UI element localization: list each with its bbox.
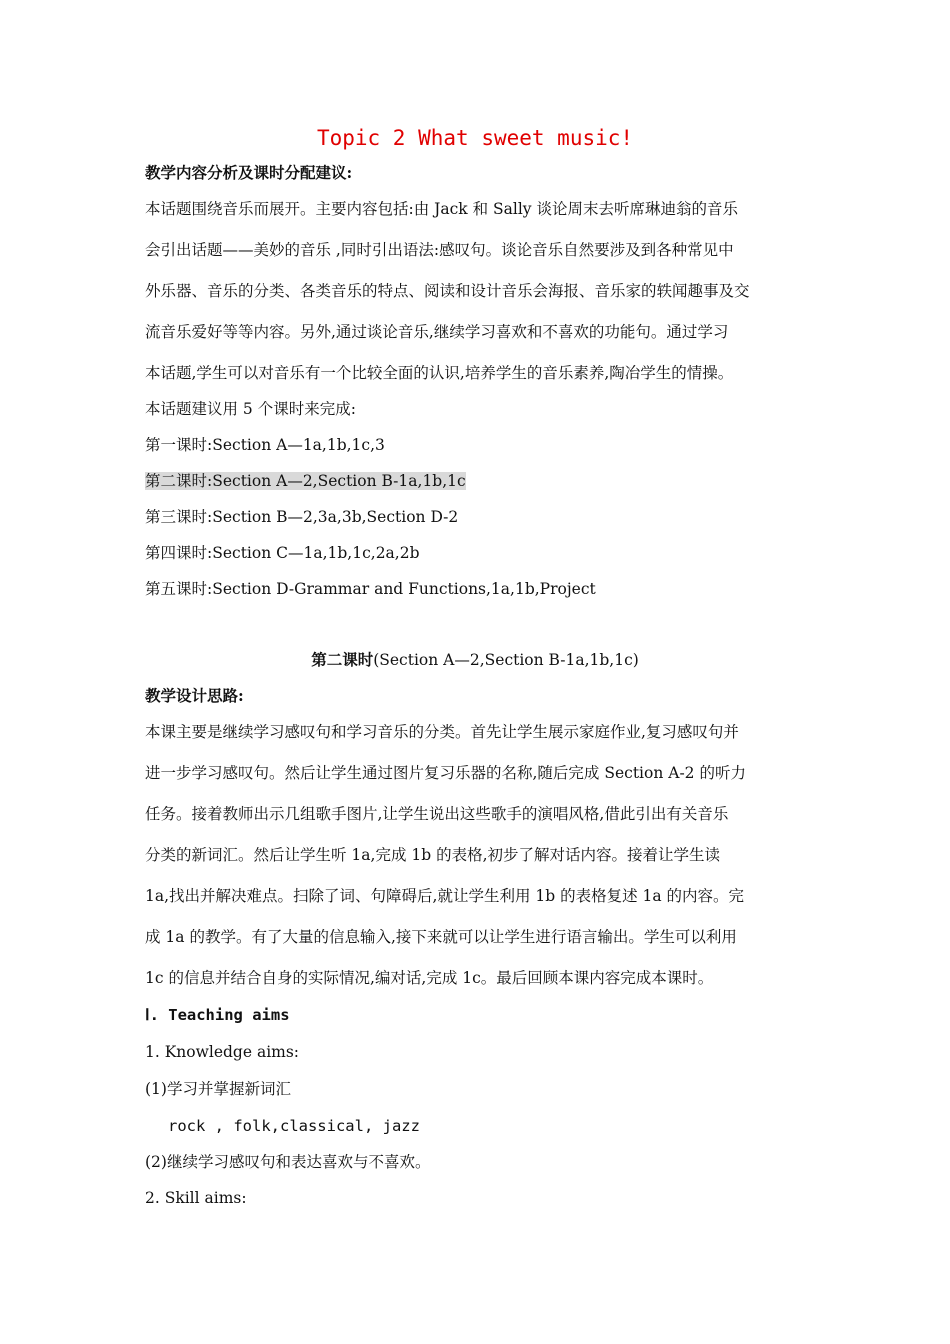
highlight: 第二课时:Section A—2,Section B-1a,1b,1c	[145, 472, 466, 490]
analysis-line: 会引出话题——美妙的音乐 ,同时引出语法:感叹句。谈论音乐自然要涉及到各种常见中	[145, 241, 734, 259]
analysis-line: 本话题围绕音乐而展开。主要内容包括:由 Jack 和 Sally 谈论周末去听席琳迪翁的音乐	[145, 200, 738, 218]
lesson-heading	[0, 649, 950, 671]
vocabulary-list: rock , folk,classical, jazz	[168, 1117, 420, 1135]
analysis-line: 本话题,学生可以对音乐有一个比较全面的认识,培养学生的音乐素养,陶冶学生的情操。	[145, 364, 734, 382]
lesson-heading-sections: (Section A—2,Section B-1a,1b,1c)	[373, 651, 639, 669]
knowledge-aims: 1. Knowledge aims:	[145, 1043, 300, 1061]
teaching-aims-heading: Ⅰ. Teaching aims	[145, 1006, 290, 1024]
skill-aims: 2. Skill aims:	[145, 1189, 247, 1207]
analysis-line: 外乐器、音乐的分类、各类音乐的特点、阅读和设计音乐会海报、音乐家的轶闻趣事及交	[145, 282, 750, 300]
period-item: 第三课时:Section B—2,3a,3b,Section D-2	[145, 508, 459, 526]
period-item: 第一课时:Section A—1a,1b,1c,3	[145, 436, 385, 454]
design-line: 本课主要是继续学习感叹句和学习音乐的分类。首先让学生展示家庭作业,复习感叹句并	[145, 723, 739, 741]
period-item: 第四课时:Section C—1a,1b,1c,2a,2b	[145, 544, 420, 562]
knowledge-item-2: (2)继续学习感叹句和表达喜欢与不喜欢。	[145, 1153, 431, 1171]
lesson-heading-bold: 第二课时	[311, 650, 374, 669]
analysis-heading: 教学内容分析及课时分配建议:	[145, 163, 353, 182]
design-line: 任务。接着教师出示几组歌手图片,让学生说出这些歌手的演唱风格,借此引出有关音乐	[145, 805, 729, 823]
period-item-highlighted	[145, 470, 466, 492]
design-line: 1a,找出并解决难点。扫除了词、句障碍后,就让学生利用 1b 的表格复述 1a 的内容。完	[145, 887, 745, 905]
period-suggestion: 本话题建议用 5 个课时来完成:	[145, 400, 356, 418]
page-title: Topic 2 What sweet music!	[316, 126, 634, 150]
design-line: 成 1a 的教学。有了大量的信息输入,接下来就可以让学生进行语言输出。学生可以利用	[145, 928, 737, 946]
design-heading: 教学设计思路:	[145, 686, 244, 705]
knowledge-item-1: (1)学习并掌握新词汇	[145, 1080, 291, 1098]
design-line: 1c 的信息并结合自身的实际情况,编对话,完成 1c。最后回顾本课内容完成本课时。	[145, 969, 714, 987]
design-line: 进一步学习感叹句。然后让学生通过图片复习乐器的名称,随后完成 Section A-2 的听力	[145, 764, 746, 782]
analysis-line: 流音乐爱好等等内容。另外,通过谈论音乐,继续学习喜欢和不喜欢的功能句。通过学习	[145, 323, 729, 341]
period-item: 第五课时:Section D-Grammar and Functions,1a,1b,Project	[145, 580, 596, 598]
design-line: 分类的新词汇。然后让学生听 1a,完成 1b 的表格,初步了解对话内容。接着让学生读	[145, 846, 721, 864]
